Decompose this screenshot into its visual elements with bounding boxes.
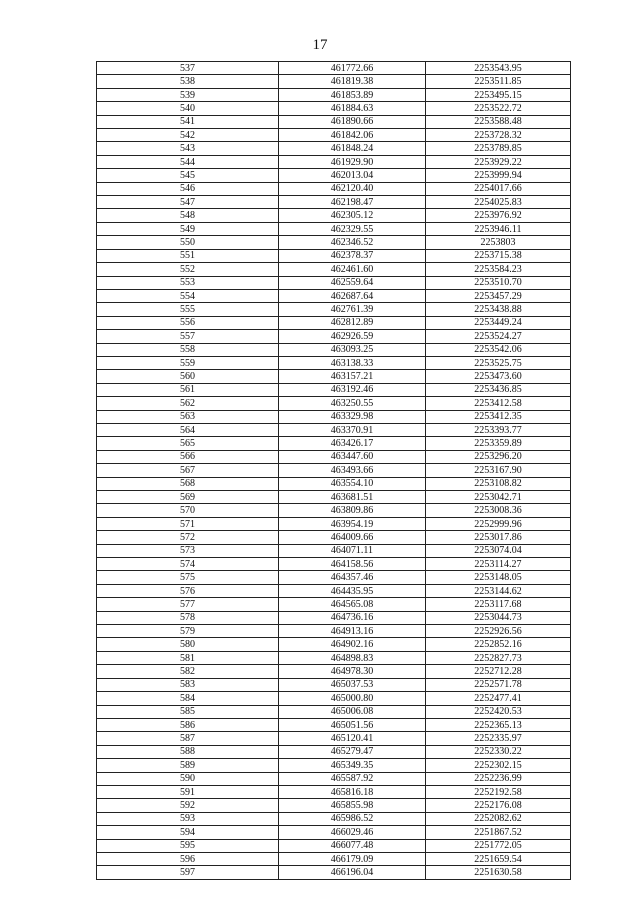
point-number-cell: 581 [97,651,279,664]
y-coordinate-cell: 2253584.23 [426,263,571,276]
table-row [97,263,571,276]
point-number-cell: 566 [97,450,279,463]
y-coordinate-cell: 2253412.35 [426,410,571,423]
table-row [97,504,571,517]
point-number-cell: 560 [97,370,279,383]
table-row [97,812,571,825]
point-number-cell: 584 [97,692,279,705]
table-row [97,142,571,155]
table-row [97,611,571,624]
table-row [97,209,571,222]
x-coordinate-cell: 464913.16 [279,625,426,638]
table-row [97,196,571,209]
point-number-cell: 545 [97,169,279,182]
table-row [97,839,571,852]
y-coordinate-cell: 2253999.94 [426,169,571,182]
x-coordinate-cell: 462378.37 [279,249,426,262]
y-coordinate-cell: 2253525.75 [426,356,571,369]
y-coordinate-cell: 2253412.58 [426,397,571,410]
point-number-cell: 562 [97,397,279,410]
x-coordinate-cell: 462761.39 [279,303,426,316]
table-row [97,638,571,651]
x-coordinate-cell: 463093.25 [279,343,426,356]
point-number-cell: 541 [97,115,279,128]
x-coordinate-cell: 464009.66 [279,531,426,544]
x-coordinate-cell: 463192.46 [279,383,426,396]
table-row [97,625,571,638]
x-coordinate-cell: 463370.91 [279,423,426,436]
point-number-cell: 537 [97,62,279,75]
y-coordinate-cell: 2253495.15 [426,88,571,101]
point-number-cell: 544 [97,155,279,168]
table-row [97,316,571,329]
table-row [97,356,571,369]
x-coordinate-cell: 465006.08 [279,705,426,718]
point-number-cell: 551 [97,249,279,262]
point-number-cell: 578 [97,611,279,624]
y-coordinate-cell: 2253114.27 [426,558,571,571]
x-coordinate-cell: 464158.56 [279,558,426,571]
point-number-cell: 586 [97,718,279,731]
table-row [97,665,571,678]
y-coordinate-cell: 2252176.08 [426,799,571,812]
y-coordinate-cell: 2253436.85 [426,383,571,396]
y-coordinate-cell: 2252477.41 [426,692,571,705]
y-coordinate-cell: 2252571.78 [426,678,571,691]
y-coordinate-cell: 2251630.58 [426,866,571,879]
point-number-cell: 585 [97,705,279,718]
point-number-cell: 549 [97,222,279,235]
y-coordinate-cell: 2252365.13 [426,718,571,731]
x-coordinate-cell: 464736.16 [279,611,426,624]
x-coordinate-cell: 462926.59 [279,330,426,343]
y-coordinate-cell: 2253543.95 [426,62,571,75]
y-coordinate-cell: 2253393.77 [426,423,571,436]
table-row [97,772,571,785]
x-coordinate-cell: 463447.60 [279,450,426,463]
y-coordinate-cell: 2253117.68 [426,598,571,611]
table-row [97,289,571,302]
y-coordinate-cell: 2252082.62 [426,812,571,825]
point-number-cell: 590 [97,772,279,785]
x-coordinate-cell: 463954.19 [279,517,426,530]
point-number-cell: 589 [97,759,279,772]
y-coordinate-cell: 2252827.73 [426,651,571,664]
y-coordinate-cell: 2253524.27 [426,330,571,343]
point-number-cell: 568 [97,477,279,490]
point-number-cell: 580 [97,638,279,651]
point-number-cell: 553 [97,276,279,289]
point-number-cell: 554 [97,289,279,302]
x-coordinate-cell: 462198.47 [279,196,426,209]
table-row [97,102,571,115]
coordinate-table [96,61,571,880]
x-coordinate-cell: 466029.46 [279,826,426,839]
x-coordinate-cell: 465279.47 [279,745,426,758]
table-row [97,410,571,423]
point-number-cell: 576 [97,584,279,597]
point-number-cell: 565 [97,437,279,450]
table-row [97,222,571,235]
y-coordinate-cell: 2253457.29 [426,289,571,302]
x-coordinate-cell: 464565.08 [279,598,426,611]
y-coordinate-cell: 2254025.83 [426,196,571,209]
point-number-cell: 548 [97,209,279,222]
table-row [97,383,571,396]
table-row [97,531,571,544]
point-number-cell: 573 [97,544,279,557]
y-coordinate-cell: 2253042.71 [426,491,571,504]
y-coordinate-cell: 2253789.85 [426,142,571,155]
table-row [97,276,571,289]
x-coordinate-cell: 461884.63 [279,102,426,115]
point-number-cell: 552 [97,263,279,276]
y-coordinate-cell: 2253715.38 [426,249,571,262]
table-row [97,75,571,88]
table-row [97,464,571,477]
y-coordinate-cell: 2253008.36 [426,504,571,517]
y-coordinate-cell: 2253473.60 [426,370,571,383]
page-number: 17 [312,37,328,53]
x-coordinate-cell: 462329.55 [279,222,426,235]
y-coordinate-cell: 2253522.72 [426,102,571,115]
point-number-cell: 579 [97,625,279,638]
table-row [97,450,571,463]
point-number-cell: 540 [97,102,279,115]
x-coordinate-cell: 462559.64 [279,276,426,289]
y-coordinate-cell: 2252335.97 [426,732,571,745]
table-row [97,544,571,557]
point-number-cell: 564 [97,423,279,436]
table-row [97,598,571,611]
x-coordinate-cell: 465986.52 [279,812,426,825]
y-coordinate-cell: 2252999.96 [426,517,571,530]
x-coordinate-cell: 461929.90 [279,155,426,168]
point-number-cell: 587 [97,732,279,745]
point-number-cell: 567 [97,464,279,477]
x-coordinate-cell: 462013.04 [279,169,426,182]
table-row [97,785,571,798]
x-coordinate-cell: 465120.41 [279,732,426,745]
table-row [97,397,571,410]
x-coordinate-cell: 461890.66 [279,115,426,128]
y-coordinate-cell: 2251867.52 [426,826,571,839]
y-coordinate-cell: 2253359.89 [426,437,571,450]
point-number-cell: 550 [97,236,279,249]
y-coordinate-cell: 2253510.70 [426,276,571,289]
x-coordinate-cell: 464435.95 [279,584,426,597]
table-row [97,517,571,530]
table-row [97,571,571,584]
y-coordinate-cell: 2253803 [426,236,571,249]
x-coordinate-cell: 464978.30 [279,665,426,678]
point-number-cell: 591 [97,785,279,798]
point-number-cell: 563 [97,410,279,423]
x-coordinate-cell: 463329.98 [279,410,426,423]
point-number-cell: 571 [97,517,279,530]
point-number-cell: 588 [97,745,279,758]
y-coordinate-cell: 2253976.92 [426,209,571,222]
y-coordinate-cell: 2253044.73 [426,611,571,624]
y-coordinate-cell: 2253074.04 [426,544,571,557]
y-coordinate-cell: 2253108.82 [426,477,571,490]
table-row [97,705,571,718]
x-coordinate-cell: 462346.52 [279,236,426,249]
table-row [97,692,571,705]
point-number-cell: 593 [97,812,279,825]
table-row [97,129,571,142]
y-coordinate-cell: 2253148.05 [426,571,571,584]
point-number-cell: 575 [97,571,279,584]
x-coordinate-cell: 464357.46 [279,571,426,584]
x-coordinate-cell: 463426.17 [279,437,426,450]
table-row [97,343,571,356]
point-number-cell: 594 [97,826,279,839]
table-row [97,423,571,436]
point-number-cell: 574 [97,558,279,571]
x-coordinate-cell: 464071.11 [279,544,426,557]
x-coordinate-cell: 461819.38 [279,75,426,88]
y-coordinate-cell: 2252926.56 [426,625,571,638]
table-row [97,330,571,343]
x-coordinate-cell: 461842.06 [279,129,426,142]
point-number-cell: 559 [97,356,279,369]
table-row [97,370,571,383]
y-coordinate-cell: 2253728.32 [426,129,571,142]
table-row [97,115,571,128]
table-row [97,88,571,101]
x-coordinate-cell: 465816.18 [279,785,426,798]
x-coordinate-cell: 466196.04 [279,866,426,879]
y-coordinate-cell: 2253144.62 [426,584,571,597]
table-row [97,182,571,195]
table-row [97,866,571,879]
table-row [97,558,571,571]
table-row [97,745,571,758]
y-coordinate-cell: 2253542.06 [426,343,571,356]
y-coordinate-cell: 2252712.28 [426,665,571,678]
point-number-cell: 543 [97,142,279,155]
table-row [97,718,571,731]
table-row [97,236,571,249]
point-number-cell: 538 [97,75,279,88]
y-coordinate-cell: 2253929.22 [426,155,571,168]
x-coordinate-cell: 463138.33 [279,356,426,369]
point-number-cell: 569 [97,491,279,504]
x-coordinate-cell: 465000.80 [279,692,426,705]
y-coordinate-cell: 2251659.54 [426,852,571,865]
point-number-cell: 595 [97,839,279,852]
y-coordinate-cell: 2254017.66 [426,182,571,195]
table-row [97,303,571,316]
x-coordinate-cell: 465587.92 [279,772,426,785]
point-number-cell: 572 [97,531,279,544]
table-row [97,249,571,262]
y-coordinate-cell: 2252330.22 [426,745,571,758]
table-row [97,759,571,772]
point-number-cell: 583 [97,678,279,691]
table-row [97,826,571,839]
x-coordinate-cell: 463554.10 [279,477,426,490]
coordinate-table-body [97,62,571,880]
point-number-cell: 557 [97,330,279,343]
point-number-cell: 592 [97,799,279,812]
x-coordinate-cell: 461772.66 [279,62,426,75]
x-coordinate-cell: 465349.35 [279,759,426,772]
point-number-cell: 570 [97,504,279,517]
table-row [97,799,571,812]
point-number-cell: 555 [97,303,279,316]
x-coordinate-cell: 462120.40 [279,182,426,195]
y-coordinate-cell: 2253588.48 [426,115,571,128]
x-coordinate-cell: 463250.55 [279,397,426,410]
x-coordinate-cell: 462305.12 [279,209,426,222]
x-coordinate-cell: 464898.83 [279,651,426,664]
table-row [97,155,571,168]
y-coordinate-cell: 2253511.85 [426,75,571,88]
y-coordinate-cell: 2252302.15 [426,759,571,772]
y-coordinate-cell: 2251772.05 [426,839,571,852]
y-coordinate-cell: 2253449.24 [426,316,571,329]
x-coordinate-cell: 461853.89 [279,88,426,101]
x-coordinate-cell: 465855.98 [279,799,426,812]
point-number-cell: 539 [97,88,279,101]
table-row [97,651,571,664]
x-coordinate-cell: 462812.89 [279,316,426,329]
y-coordinate-cell: 2253167.90 [426,464,571,477]
x-coordinate-cell: 466179.09 [279,852,426,865]
y-coordinate-cell: 2253017.86 [426,531,571,544]
x-coordinate-cell: 463681.51 [279,491,426,504]
x-coordinate-cell: 462687.64 [279,289,426,302]
x-coordinate-cell: 463157.21 [279,370,426,383]
table-row [97,477,571,490]
table-row [97,732,571,745]
table-row [97,852,571,865]
table-row [97,678,571,691]
x-coordinate-cell: 462461.60 [279,263,426,276]
point-number-cell: 561 [97,383,279,396]
point-number-cell: 556 [97,316,279,329]
point-number-cell: 547 [97,196,279,209]
table-row [97,584,571,597]
x-coordinate-cell: 465037.53 [279,678,426,691]
table-row [97,491,571,504]
x-coordinate-cell: 461848.24 [279,142,426,155]
y-coordinate-cell: 2253296.20 [426,450,571,463]
x-coordinate-cell: 465051.56 [279,718,426,731]
table-row [97,169,571,182]
x-coordinate-cell: 466077.48 [279,839,426,852]
y-coordinate-cell: 2252236.99 [426,772,571,785]
x-coordinate-cell: 463809.86 [279,504,426,517]
point-number-cell: 577 [97,598,279,611]
x-coordinate-cell: 463493.66 [279,464,426,477]
point-number-cell: 558 [97,343,279,356]
point-number-cell: 542 [97,129,279,142]
x-coordinate-cell: 464902.16 [279,638,426,651]
point-number-cell: 596 [97,852,279,865]
table-row [97,62,571,75]
y-coordinate-cell: 2252192.58 [426,785,571,798]
point-number-cell: 546 [97,182,279,195]
y-coordinate-cell: 2252852.16 [426,638,571,651]
point-number-cell: 597 [97,866,279,879]
y-coordinate-cell: 2253438.88 [426,303,571,316]
table-row [97,437,571,450]
point-number-cell: 582 [97,665,279,678]
y-coordinate-cell: 2253946.11 [426,222,571,235]
y-coordinate-cell: 2252420.53 [426,705,571,718]
